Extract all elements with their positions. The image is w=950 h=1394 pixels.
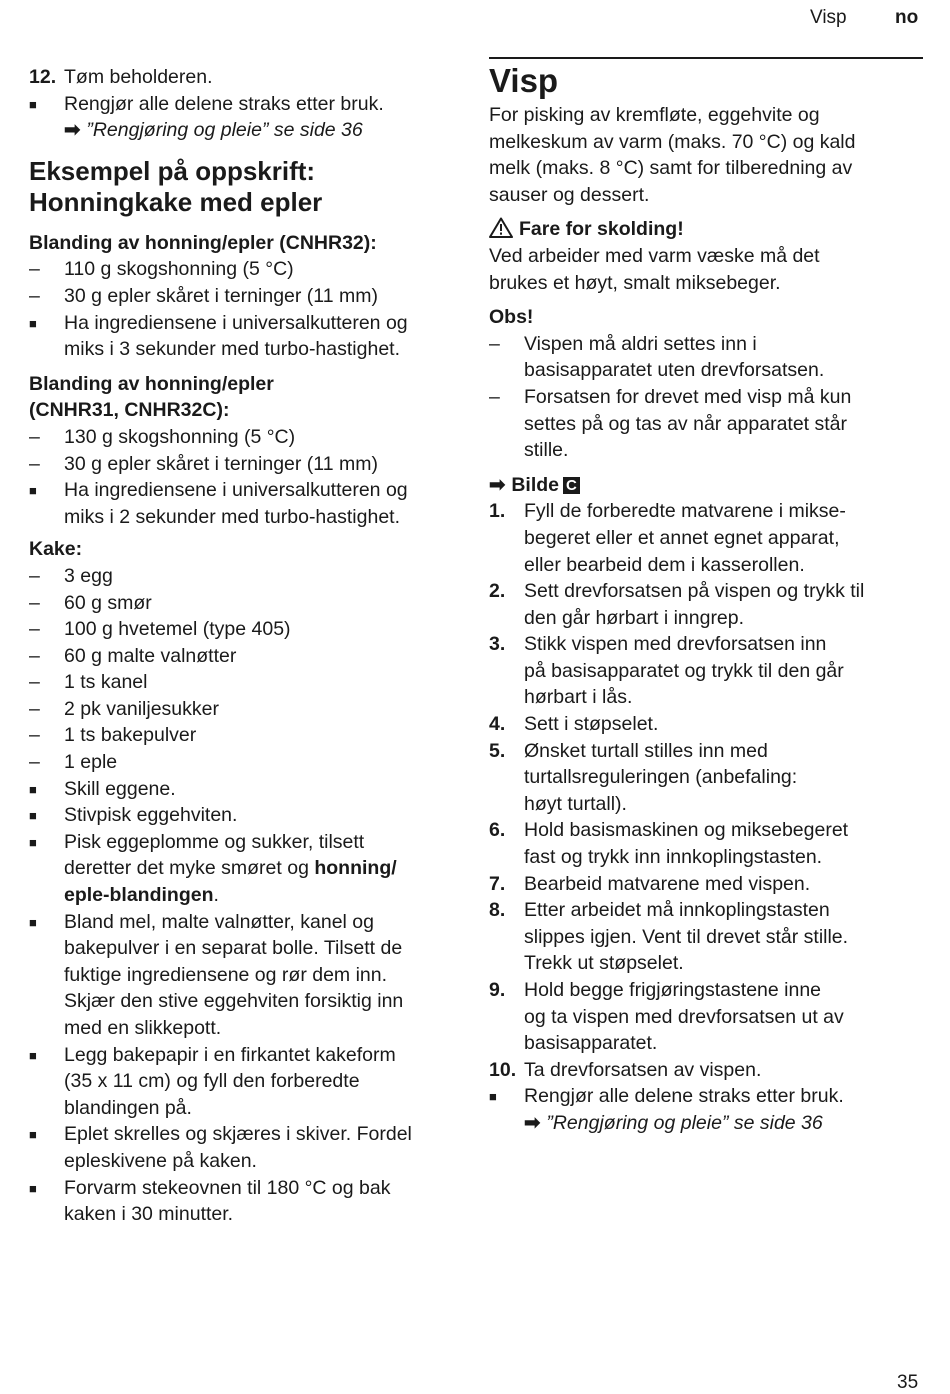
step-number: 2. [489,580,506,603]
list-item: – 1 ts bakepulver [29,724,197,747]
square-bullet-icon: ■ [489,1089,497,1105]
warning-heading: Fare for skolding! [489,216,924,243]
page-number: 35 [897,1372,919,1393]
arrow-right-icon: ➡ [489,473,506,496]
cross-reference-link[interactable]: ➡ ”Rengjøring og pleie” se side 36 [64,119,363,142]
step-item: 7. Bearbeid matvarene med vispen. [489,871,924,898]
figure-reference: ➡ Bilde C [489,472,924,499]
square-bullet-icon: ■ [29,834,37,850]
square-bullet-icon: ■ [29,914,37,930]
list-item: – 30 g epler skåret i terninger (11 mm) [29,452,378,475]
step-number: 5. [489,739,506,762]
mix1-heading: Blanding av honning/epler (CNHR32): [29,231,377,254]
step-number: 3. [489,633,506,656]
step-item: 6. Hold basismaskinen og miksebegeret fast og trykk inn innkoplingstasten. [489,819,849,869]
right-column [489,62,924,1137]
bullet-item: ■ Ha ingrediensene i universalkutteren og miks i 3 sekunder med turbo-hastighet. [29,311,408,361]
warning-text: Ved arbeider med varm væske må det brukes et høyt, smalt miksebeger. [489,244,820,294]
cake-heading: Kake: [29,538,83,561]
list-item: – 1 eple [29,751,118,774]
square-bullet-icon: ■ [29,1047,37,1063]
list-item: – 60 g smør [29,591,152,614]
step-number: 9. [489,979,506,1001]
bullet-clean: ■ Rengjør alle delene straks etter bruk. [489,1083,924,1110]
list-item: – 30 g epler skåret i terninger (11 mm) [29,284,378,307]
step-number: 1. [489,500,506,523]
step-item: 10. Ta drevforsatsen av vispen. [489,1057,924,1084]
obs-heading: Obs! [489,306,534,329]
header-section-title: Visp [810,7,847,28]
bullet-item: ■ Forvarm stekeovnen til 180 °C og bak kaken i 30 minutter. [29,1176,391,1226]
step-number: 7. [489,872,506,895]
list-item: – 3 egg [29,564,113,587]
step-number: 4. [489,713,506,736]
step-item: 5. Ønsket turtall stilles inn med turtallsreguleringen (anbefaling: høyt turtall). [489,739,798,815]
intro-text: For pisking av kremfløte, eggehvite og melkeskum av varm (maks. 70 °C) og kald melk (maks. 8 °C) samt for tilberedning av sauser og dessert. [489,104,856,206]
bullet-item: ■ Stivpisk eggehviten. [29,802,469,829]
arrow-right-icon: ➡ [64,119,81,142]
square-bullet-icon: ■ [29,483,37,499]
left-column [29,64,469,1228]
step-item: 3. Stikk vispen med drevforsatsen inn på basisapparatet og trykk til den går hørbart i lås. [489,633,844,709]
bullet-item: ■ Eplet skrelles og skjæres i skiver. Fordel epleskivene på kaken. [29,1123,412,1172]
step-item: 2. Sett drevforsatsen på vispen og trykk til den går hørbart i inngrep. [489,580,865,629]
square-bullet-icon: ■ [29,96,37,112]
step-12: 12. Tøm beholderen. [29,64,469,91]
step-item: 8. Etter arbeidet må innkoplingstasten slippes igjen. Vent til drevet står stille. Trekk ut støpselet. [489,899,849,975]
section-title: Visp [489,62,559,99]
list-item: – 100 g hvetemel (type 405) [29,618,291,641]
square-bullet-icon: ■ [29,808,37,824]
bullet-item: ■ Pisk eggeplomme og sukker, tilsett deretter det myke smøret og honning/ eple-blandingen. [29,830,397,907]
step-number: 10. [489,1058,517,1081]
bullet-item: ■ Ha ingrediensene i universalkutteren og miks i 2 sekunder med turbo-hastighet. [29,479,408,528]
step-number: 6. [489,819,506,842]
bullet-item: ■ Bland mel, malte valnøtter, kanel og bakepulver i en separat bolle. Tilsett de fuktige ingrediensene og rør dem inn. Skjær den stive eggehviten forsiktig inn med en slikkepott. [29,910,404,1039]
square-bullet-icon: ■ [29,1127,37,1143]
list-item: – 1 ts kanel [29,671,148,694]
list-item: – 110 g skogshonning (5 °C) [29,258,294,281]
step-item: 4. Sett i støpselet. [489,711,924,738]
section-divider [489,57,923,59]
list-item: – Vispen må aldri settes inn i basisapparatet uten drevforsatsen. [489,332,825,382]
list-item: – 130 g skogshonning (5 °C) [29,425,296,448]
warning-triangle-icon [489,216,513,243]
figure-letter-badge: C [563,477,580,494]
recipe-heading: Eksempel på oppskrift: Honningkake med epler [29,155,323,217]
bullet-item: ■ Skill eggene. [29,776,469,803]
bullet-clean: ■ Rengjør alle delene straks etter bruk. [29,91,469,118]
square-bullet-icon: ■ [29,315,37,331]
mix2-heading: Blanding av honning/epler (CNHR31, CNHR32C): [29,372,274,422]
arrow-right-icon: ➡ [524,1111,541,1134]
steps-list [489,498,924,1083]
step-item: 9. Hold begge frigjøringstastene inne og ta vispen med drevforsatsen ut av basisapparatet. [489,979,844,1055]
step-number: 12. [29,66,57,88]
square-bullet-icon: ■ [29,1180,37,1196]
cross-reference-link[interactable]: ➡ ”Rengjøring og pleie” se side 36 [524,1111,823,1134]
list-item: – Forsatsen for drevet med visp må kun settes på og tas av når apparatet står stille. [489,385,852,462]
list-item: – 2 pk vaniljesukker [29,697,219,720]
step-item: 1. Fyll de forberedte matvarene i mikse- begeret eller et annet egnet apparat, eller bearbeid dem i kasserollen. [489,500,846,576]
step-number: 8. [489,899,506,922]
list-item: – 60 g malte valnøtter [29,644,237,667]
header-language-code: no [895,7,919,28]
bullet-item: ■ Legg bakepapir i en firkantet kakeform (35 x 11 cm) og fyll den forberedte blandingen på. [29,1043,396,1119]
square-bullet-icon: ■ [29,781,37,797]
